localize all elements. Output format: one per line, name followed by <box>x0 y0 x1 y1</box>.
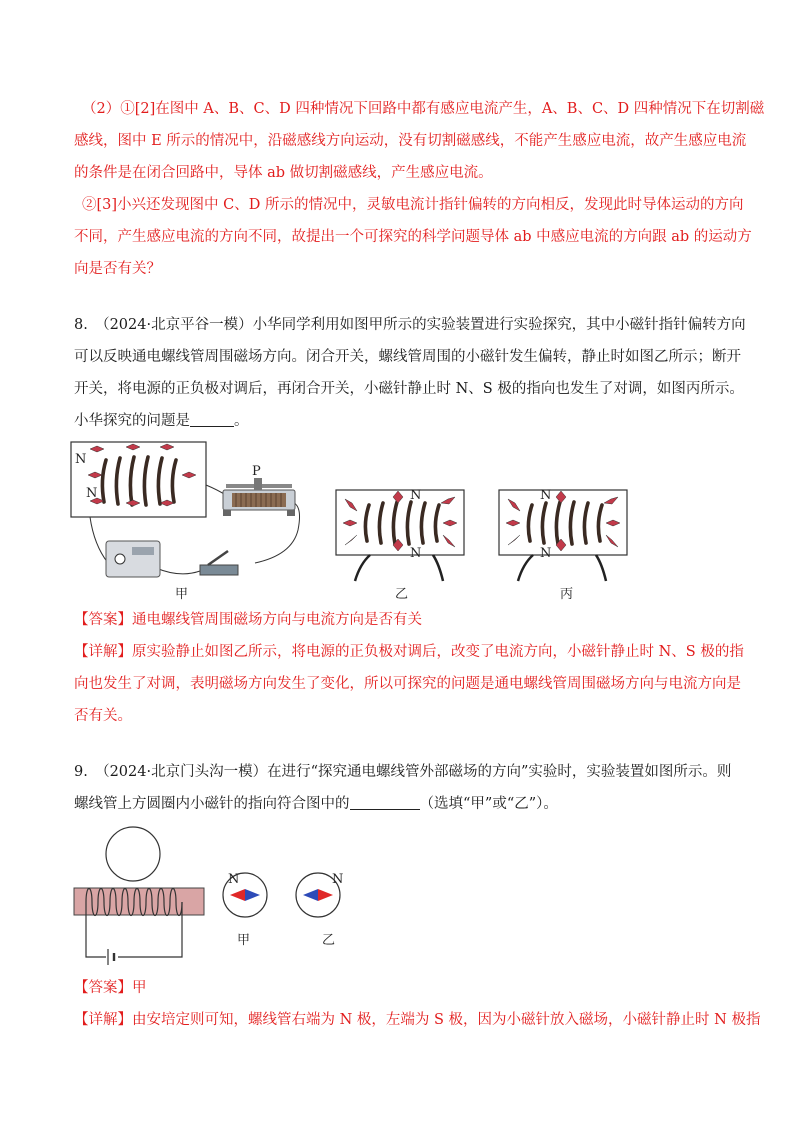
q7-explanation-line: ②[3]小兴还发现图中 C、D 所示的情况中，灵敏电流计指针偏转的方向相反，发现此时导体运动的方向 <box>82 197 744 213</box>
compass-label-n: N <box>86 486 98 501</box>
figure-bing-solenoid <box>498 489 628 584</box>
q8-stem-line: 可以反映通电螺线管周围磁场方向。闭合开关，螺线管周围的小磁针发生偏转，静止时如图乙所示；断开 <box>74 349 741 365</box>
q9-answer <box>74 978 147 998</box>
compass-label-n: N <box>540 488 552 503</box>
answer-text: 通电螺线管周围磁场方向与电流方向是否有关 <box>132 612 422 628</box>
figure-caption-jia: 甲 <box>237 933 251 948</box>
q8-stem-line: 开关，将电源的正负极对调后，再闭合开关，小磁针静止时 N、S 极的指向也发生了对调，如图丙所示。 <box>74 381 744 397</box>
q9-stem-prefix: 螺线管上方圆圈内小磁针的指向符合图中的 <box>74 796 350 812</box>
q7-explanation-line: 向是否有关？ <box>74 261 161 277</box>
rheostat-label-p: P <box>252 464 261 479</box>
q7-explanation-line: （2）①[2]在图中 A、B、C、D 四种情况下回路中都有感应电流产生，A、B、C、D 四种情况下在切割磁 <box>82 101 765 117</box>
q9-stem-line <box>74 794 558 814</box>
figure-caption-yi: 乙 <box>395 587 409 602</box>
q7-explanation-line: 的条件是在闭合回路中，导体 ab 做切割磁感线，产生感应电流。 <box>74 165 493 181</box>
figure-jia-apparatus <box>70 435 320 585</box>
detail-tag: 【详解】 <box>74 1012 132 1028</box>
q7-explanation-line: 感线，图中 E 所示的情况中，沿磁感线方向运动，没有切割磁感线，不能产生感应电流，故产生感应电流 <box>74 133 747 149</box>
answer-tag: 【答案】 <box>74 980 132 996</box>
q8-detail <box>74 642 744 662</box>
compass-label-n: N <box>228 872 240 887</box>
q8-detail-line: 向也发生了对调，表明磁场方向发生了变化，所以可探究的问题是通电螺线管周围磁场方向与电流方向是 <box>74 676 741 692</box>
figure-caption-bing: 丙 <box>560 587 574 602</box>
q8-stem-line <box>74 411 249 431</box>
compass-label-n: N <box>540 546 552 561</box>
q8-detail-line: 否有关。 <box>74 708 132 724</box>
q8-stem-line: 8. （2024·北京平谷一模）小华同学利用如图甲所示的实验装置进行实验探究，其中小磁针指针偏转方向 <box>74 317 746 333</box>
q8-stem-suffix: 。 <box>234 413 249 429</box>
answer-blank[interactable] <box>350 795 420 810</box>
compass-label-n: N <box>410 488 422 503</box>
detail-text: 原实验静止如图乙所示，将电源的正负极对调后，改变了电流方向，小磁针静止时 N、S 极的指 <box>132 644 744 660</box>
q7-explanation-line: 不同，产生感应电流的方向不同，故提出一个可探究的科学问题导体 ab 中感应电流的方向跟 ab 的运动方 <box>74 229 752 245</box>
q9-stem-suffix: （选填“甲”或“乙”）。 <box>419 796 558 812</box>
compass-label-n: N <box>332 872 344 887</box>
compass-label-n: N <box>75 452 87 467</box>
figure-caption-yi: 乙 <box>322 933 336 948</box>
figure-yi-solenoid <box>335 489 465 584</box>
q9-detail <box>74 1010 760 1030</box>
answer-text: 甲 <box>132 980 147 996</box>
q8-stem-prefix: 小华探究的问题是 <box>74 413 190 429</box>
q9-stem-line: 9. （2024·北京门头沟一模）在进行“探究通电螺线管外部磁场的方向”实验时，实验装置如图所示。则 <box>74 764 732 780</box>
figure-caption-jia: 甲 <box>175 587 189 602</box>
q8-answer <box>74 610 422 630</box>
detail-text: 由安培定则可知，螺线管右端为 N 极，左端为 S 极，因为小磁针放入磁场，小磁针静止时 N 极指 <box>132 1012 761 1028</box>
answer-tag: 【答案】 <box>74 612 132 628</box>
answer-blank[interactable] <box>190 412 234 427</box>
figure-q9-solenoid <box>70 822 215 967</box>
compass-label-n: N <box>410 546 422 561</box>
detail-tag: 【详解】 <box>74 644 132 660</box>
